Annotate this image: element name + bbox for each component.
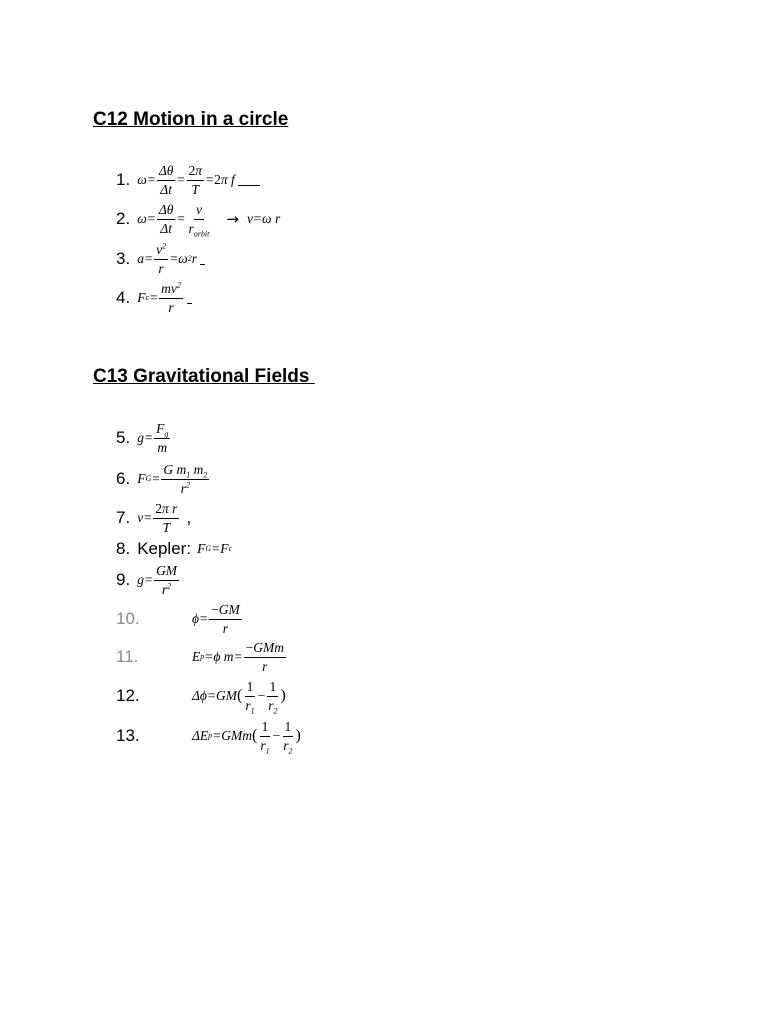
equation-orbital-velocity: v= $\frac{\text{2π r}}{T}$ — [137, 501, 178, 535]
equation-centripetal-acceleration: a= $\frac{v^2}{r}$ =ω 2 r — [137, 243, 205, 275]
trailing-comma: , — [186, 508, 192, 527]
equation-angular-velocity: ω= $\frac{\Delta\theta}{\Delta t}$ = $\frac{2\pi}{T}$ = 2 π f — [137, 164, 260, 196]
heading-c13: C13 Gravitational Fields — [93, 366, 315, 387]
equation-number: 2. — [116, 209, 131, 228]
equation-number: 3. — [116, 249, 131, 268]
equation-number: 1. — [116, 170, 131, 189]
equation-13 — [116, 714, 301, 758]
equation-11 — [116, 635, 287, 679]
equation-4 — [116, 276, 192, 320]
equation-number: 5. — [116, 428, 131, 447]
equation-g-from-mass: g= $\frac{GM}{r^2}$ — [137, 563, 178, 597]
equation-1 — [116, 158, 260, 202]
equation-12 — [116, 674, 286, 718]
equation-number: 13. — [116, 726, 140, 745]
equation-newton-gravitation: F G = $\frac{G m_1 m_2}{r^2}$ — [137, 462, 208, 496]
equation-number: 7. — [116, 508, 131, 527]
equation-6 — [116, 457, 210, 501]
equation-number: 4. — [116, 288, 131, 307]
kepler-label: Kepler: — [137, 539, 192, 558]
equation-2 — [116, 197, 280, 241]
equation-potential-difference: Δϕ=GM ( $\frac{1}{r_1}$ − $\frac{1}{r_2}$ ) — [192, 679, 286, 716]
equation-energy-difference: ΔE p =GMm ( $\frac{1}{r_1}$ − $\frac{1}{r_2}$ ) — [192, 719, 301, 756]
equation-potential-energy: E p =ϕ m= $\frac{\text{−GMm}}{r}$ — [192, 640, 284, 674]
equation-number: 11. — [116, 647, 139, 666]
equation-3 — [116, 237, 205, 281]
heading-c12: C12 Motion in a circle — [93, 109, 289, 130]
equation-potential: ϕ= $\frac{-GM}{r}$ — [192, 602, 240, 636]
equation-number: 12. — [116, 686, 140, 705]
equation-kepler: F G =F c — [197, 541, 233, 556]
equation-number: 10. — [116, 609, 140, 628]
equation-number: 8. — [116, 539, 131, 558]
arrow-icon: → — [226, 210, 239, 228]
equation-5 — [116, 416, 171, 460]
equation-number: 6. — [116, 469, 131, 488]
equation-9 — [116, 558, 180, 602]
equation-number: 9. — [116, 570, 131, 589]
equation-linear-velocity: ω= $\frac{\Delta\theta}{\Delta t}$ = $\frac{v}{r_{orbit}}$ → v=ω r — [137, 202, 281, 239]
equation-centripetal-force: F c = $\frac{mv^2}{r}$ — [137, 282, 192, 314]
equation-field-strength: g= $\frac{F_g}{m}$ — [137, 421, 169, 455]
